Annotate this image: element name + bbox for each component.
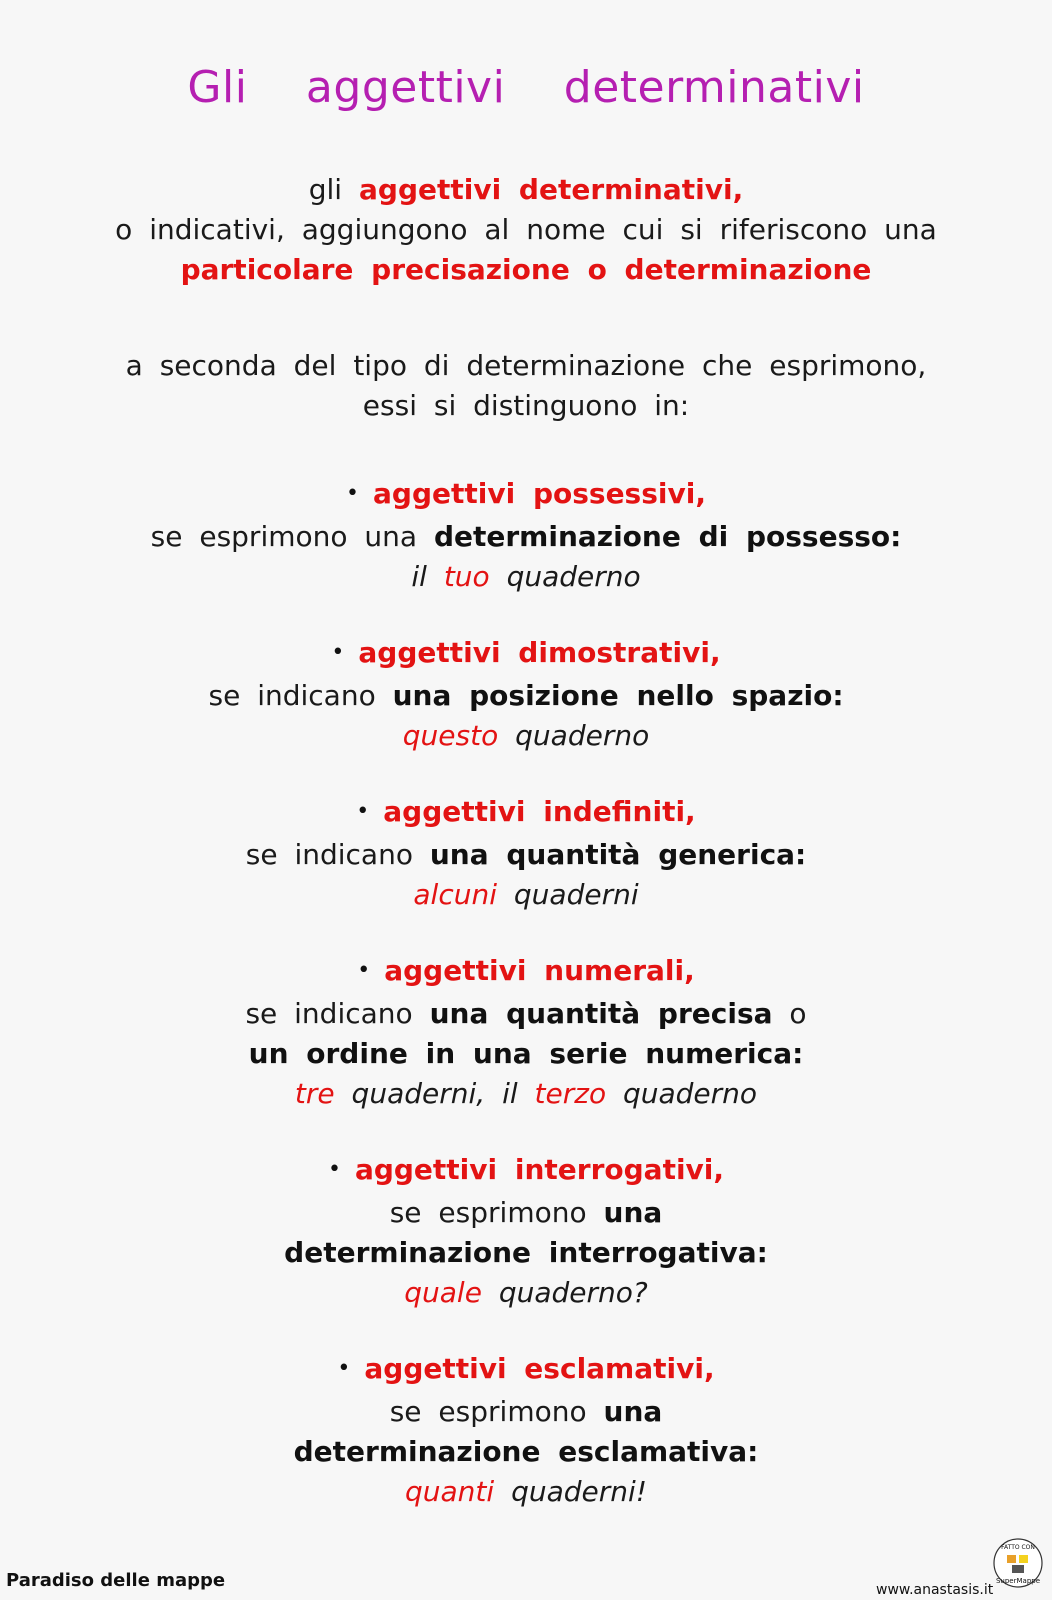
list-item-esclamativi [0, 1349, 1052, 1512]
bullet-icon: • [337, 1356, 351, 1381]
item-description: o [789, 997, 807, 1030]
item-description-bold: una [603, 1196, 663, 1229]
item-description: se esprimono una [150, 520, 418, 553]
item-description: se indicano [245, 997, 413, 1030]
item-example [0, 1074, 1052, 1114]
item-example [0, 1472, 1052, 1512]
item-heading: aggettivi esclamativi, [364, 1352, 715, 1385]
footer-caption: Paradiso delle mappe [6, 1570, 226, 1591]
list-item-dimostrativi [0, 633, 1052, 756]
example-highlight: alcuni [413, 878, 497, 911]
example-text: quaderno [515, 719, 650, 752]
item-description-bold: una posizione nello spazio: [392, 679, 844, 712]
bullet-icon: • [356, 799, 370, 824]
supermappe-logo-icon [992, 1537, 1044, 1589]
example-highlight: tuo [443, 560, 490, 593]
example-highlight: tre [294, 1077, 335, 1110]
item-example [0, 1273, 1052, 1313]
item-description-bold: determinazione interrogativa: [284, 1236, 768, 1269]
item-description: se indicano [245, 838, 413, 871]
item-description: se indicano [208, 679, 376, 712]
item-example [0, 557, 1052, 597]
example-text: il [411, 560, 427, 593]
intro-highlight: aggettivi determinativi, [359, 173, 744, 206]
item-heading: aggettivi interrogativi, [354, 1153, 725, 1186]
item-heading: aggettivi dimostrativi, [358, 636, 721, 669]
item-example [0, 716, 1052, 756]
item-description-bold: determinazione di possesso: [433, 520, 902, 553]
classification-intro [0, 346, 1052, 426]
bullet-icon: • [357, 958, 371, 983]
intro-section [0, 170, 1052, 290]
item-description-bold: un ordine in una serie numerica: [248, 1037, 804, 1070]
example-text: quaderno [622, 1077, 758, 1110]
intro-text: o indicativi, aggiungono al nome cui si riferiscono una [115, 213, 937, 246]
item-description: se esprimono [389, 1196, 587, 1229]
svg-text:SuperMappe: SuperMappe [995, 1577, 1041, 1585]
item-description-bold: una [603, 1395, 663, 1428]
example-highlight: questo [402, 719, 499, 752]
list-item-interrogativi [0, 1150, 1052, 1313]
example-text: quaderni! [511, 1475, 648, 1508]
bullet-icon: • [331, 640, 345, 665]
classification-text: a seconda del tipo di determinazione che esprimono, [125, 349, 927, 382]
intro-highlight: particolare precisazione o determinazione [180, 253, 872, 286]
item-heading: aggettivi possessivi, [373, 477, 706, 510]
example-highlight: quale [404, 1276, 482, 1309]
item-description-bold: determinazione esclamativa: [293, 1435, 759, 1468]
bullet-icon: • [327, 1157, 341, 1182]
item-description-bold: una quantità precisa [429, 997, 773, 1030]
example-text: quaderni, il [351, 1077, 518, 1110]
page-title: Gli aggettivi determinativi [187, 62, 865, 113]
footer-url: www.anastasis.it [876, 1582, 994, 1598]
item-heading: aggettivi indefiniti, [383, 795, 696, 828]
example-text: quaderni [513, 878, 639, 911]
example-highlight: terzo [534, 1077, 607, 1110]
classification-text: essi si distinguono in: [362, 389, 690, 422]
list-item-indefiniti [0, 792, 1052, 915]
list-item-possessivi [0, 474, 1052, 597]
item-description-bold: una quantità generica: [429, 838, 807, 871]
list-item-numerali [0, 951, 1052, 1114]
svg-text:FATTO CON: FATTO CON [1001, 1544, 1035, 1551]
bullet-icon: • [346, 481, 360, 506]
item-heading: aggettivi numerali, [384, 954, 695, 987]
example-text: quaderno? [498, 1276, 648, 1309]
intro-text: gli [308, 173, 343, 206]
item-example [0, 875, 1052, 915]
example-highlight: quanti [404, 1475, 495, 1508]
example-text: quaderno [506, 560, 641, 593]
item-description: se esprimono [389, 1395, 587, 1428]
